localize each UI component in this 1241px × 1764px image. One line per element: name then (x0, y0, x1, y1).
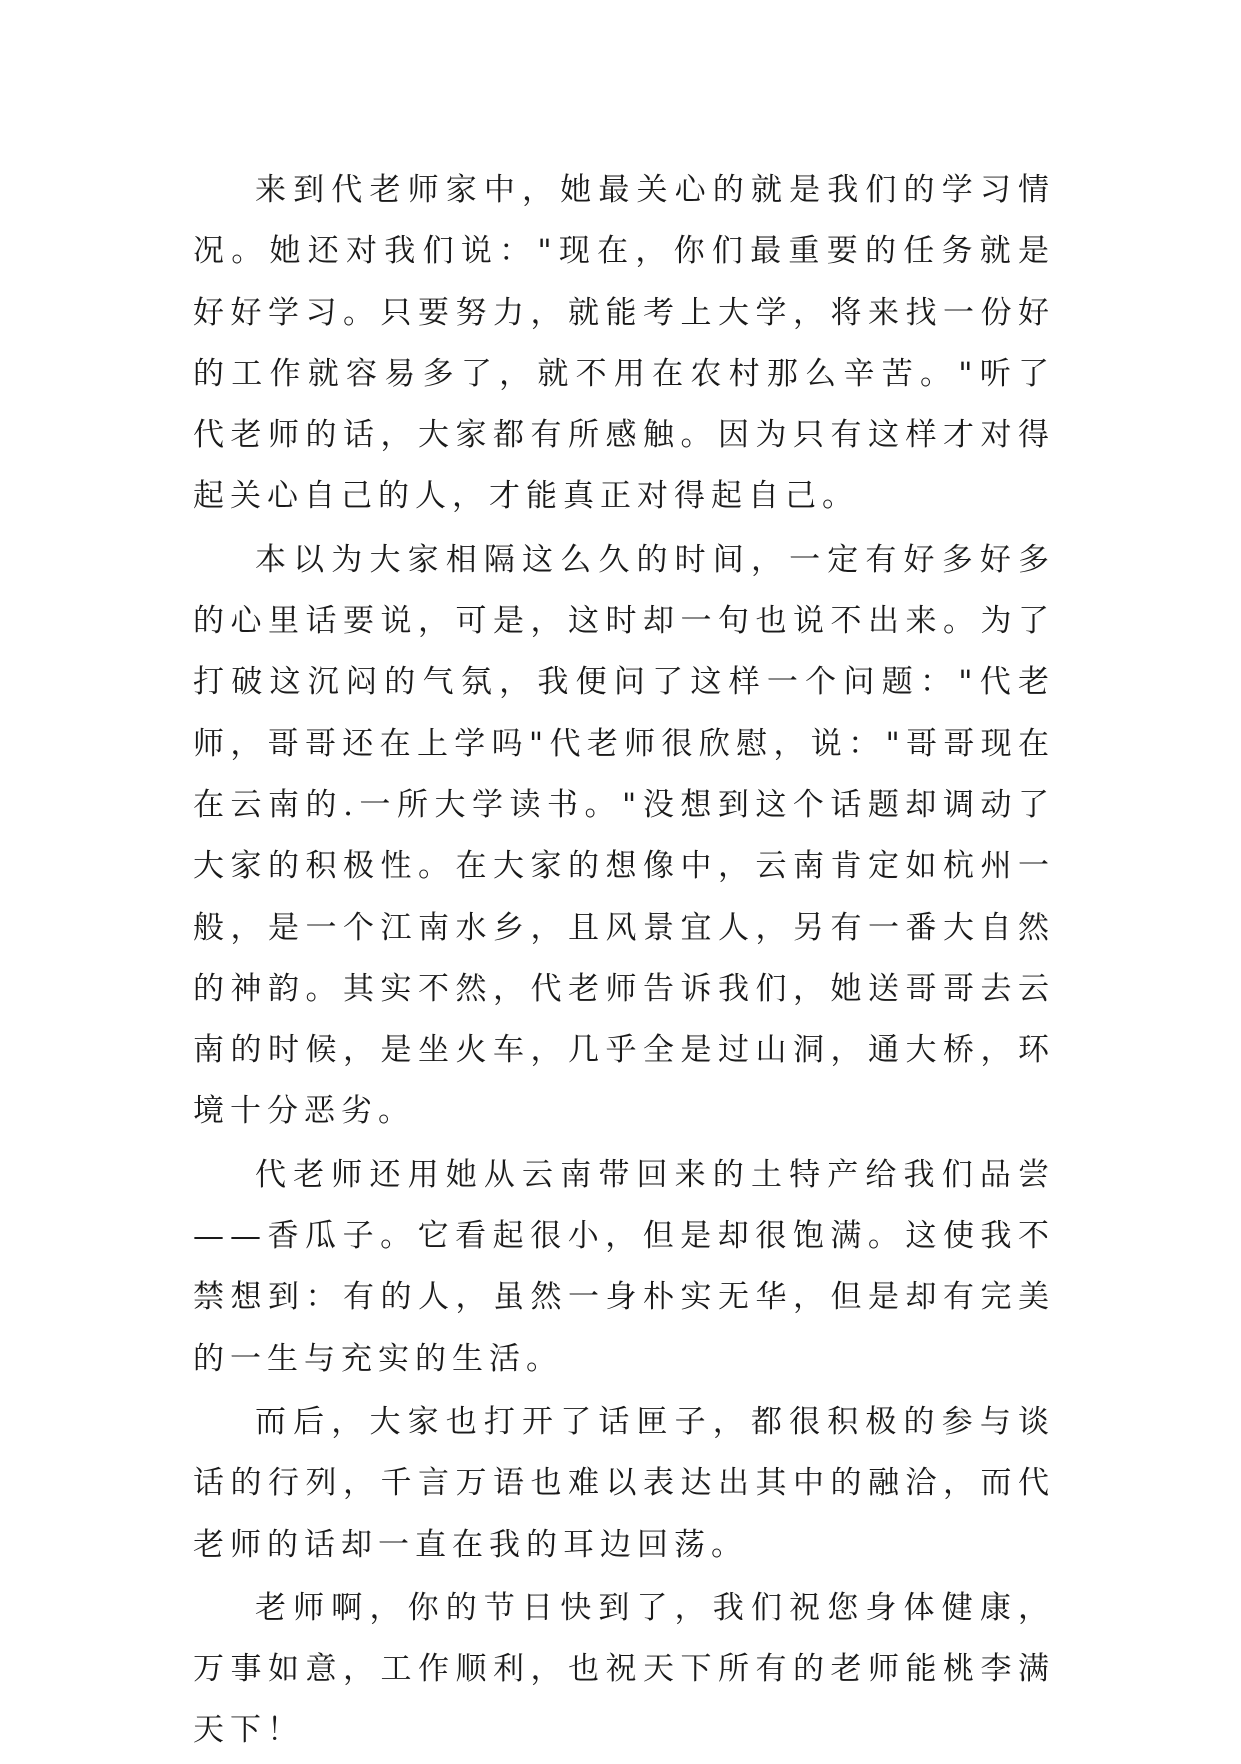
paragraph-5: 老师啊，你的节日快到了，我们祝您身体健康，万事如意，工作顺利，也祝天下所有的老师能桃李满天下！ (193, 1589, 1055, 1749)
paragraph-3: 代老师还用她从云南带回来的土特产给我们品尝——香瓜子。它看起很小，但是却很饱满。这使我不禁想到：有的人，虽然一身朴实无华，但是却有完美的一生与充实的生活。 (193, 1156, 1055, 1377)
paragraph-4: 而后，大家也打开了话匣子，都很积极的参与谈话的行列，千言万语也难以表达出其中的融洽，而代老师的话却一直在我的耳边回荡。 (193, 1403, 1055, 1563)
paragraph-1: 来到代老师家中，她最关心的就是我们的学习情况。她还对我们说："现在，你们最重要的任务就是好好学习。只要努力，就能考上大学，将来找一份好的工作就容易多了，就不用在农村那么辛苦。"听了代老师的话，大家都有所感触。因为只有这样才对得起关心自己的人，才能真正对得起自己。 (193, 172, 1055, 515)
document-body (193, 160, 1055, 1764)
paragraph-2: 本以为大家相隔这么久的时间，一定有好多好多的心里话要说，可是，这时却一句也说不出来。为了打破这沉闷的气氛，我便问了这样一个问题："代老师，哥哥还在上学吗"代老师很欣慰，说："哥哥现在在云南的.一所大学读书。"没想到这个话题却调动了大家的积极性。在大家的想像中，云南肯定如杭州一般，是一个江南水乡，且风景宜人，另有一番大自然的神韵。其实不然，代老师告诉我们，她送哥哥去云南的时候，是坐火车，几乎全是过山洞，通大桥，环境十分恶劣。 (193, 541, 1055, 1130)
